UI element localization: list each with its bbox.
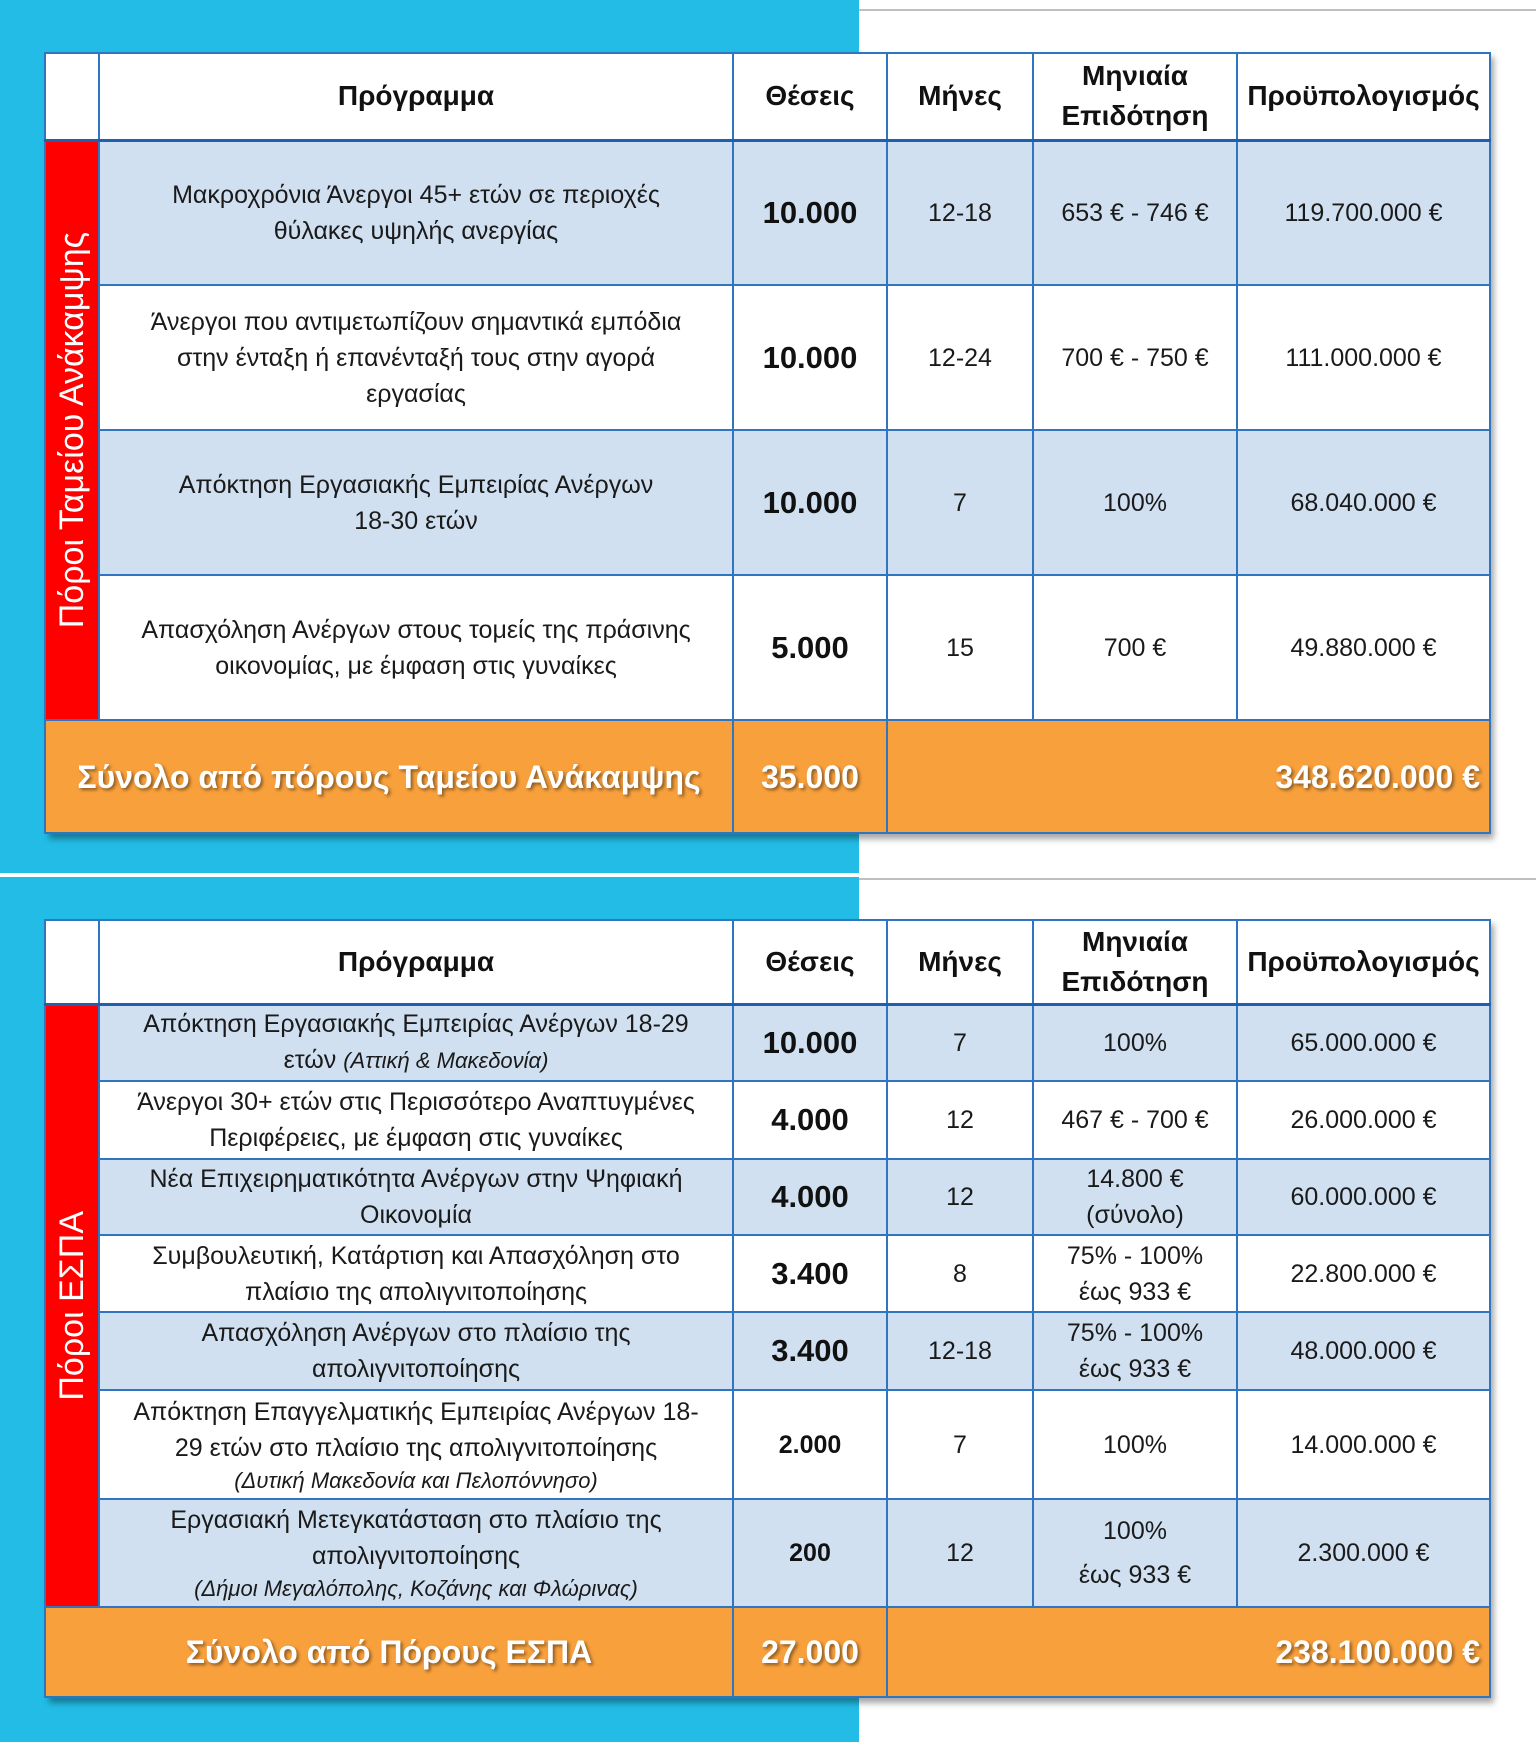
months-cell: 8 xyxy=(887,1235,1033,1312)
divider-line xyxy=(859,9,1536,11)
program-name: Απόκτηση Επαγγελματικής Εμπειρίας Ανέργων 18- 29 ετών στο πλαίσιο της απολιγνιτοποίησης xyxy=(133,1397,699,1462)
table-row xyxy=(45,1235,1490,1312)
positions-cell: 3.400 xyxy=(733,1312,887,1390)
total-positions: 27.000 xyxy=(733,1607,887,1697)
program-note: (Δυτική Μακεδονία και Πελοπόννησο) xyxy=(234,1467,598,1493)
program-cell xyxy=(99,1159,733,1235)
subsidy-cell: 700 € - 750 € xyxy=(1033,285,1237,430)
table-row xyxy=(45,1004,1490,1081)
positions-cell: 4.000 xyxy=(733,1081,887,1159)
header-budget: Προϋπολογισμός xyxy=(1237,53,1490,140)
budget-cell: 111.000.000 € xyxy=(1237,285,1490,430)
header-positions: Θέσεις xyxy=(733,53,887,140)
positions-cell: 10.000 xyxy=(733,285,887,430)
header-row xyxy=(45,53,1490,140)
positions-cell: 10.000 xyxy=(733,430,887,575)
subsidy-cell: 14.800 € (σύνολο) xyxy=(1033,1159,1237,1235)
program-cell xyxy=(99,575,733,720)
recovery-fund-table-frame xyxy=(44,52,1489,834)
corner-cell xyxy=(45,920,99,1004)
budget-cell: 68.040.000 € xyxy=(1237,430,1490,575)
positions-cell: 10.000 xyxy=(733,1004,887,1081)
program-cell xyxy=(99,1499,733,1607)
header-budget: Προϋπολογισμός xyxy=(1237,920,1490,1004)
positions-cell: 2.000 xyxy=(733,1390,887,1499)
subsidy-cell: 700 € xyxy=(1033,575,1237,720)
table-row xyxy=(45,1499,1490,1607)
months-cell: 7 xyxy=(887,1390,1033,1499)
subsidy-cell: 653 € - 746 € xyxy=(1033,140,1237,285)
total-label: Σύνολο από Πόρους ΕΣΠΑ xyxy=(45,1607,733,1697)
subsidy-cell: 75% - 100% έως 933 € xyxy=(1033,1235,1237,1312)
total-row xyxy=(45,1607,1490,1697)
side-label-cell xyxy=(45,140,99,720)
header-program: Πρόγραμμα xyxy=(99,920,733,1004)
months-cell: 12 xyxy=(887,1499,1033,1607)
budget-cell: 60.000.000 € xyxy=(1237,1159,1490,1235)
program-name: Νέα Επιχειρηματικότητα Ανέργων στην Ψηφιακή Οικονομία xyxy=(149,1165,683,1229)
months-cell: 7 xyxy=(887,430,1033,575)
header-months: Μήνες xyxy=(887,920,1033,1004)
positions-cell: 3.400 xyxy=(733,1235,887,1312)
positions-cell: 200 xyxy=(733,1499,887,1607)
program-name: Απόκτηση Εργασιακής Εμπειρίας Ανέργων 18-29 ετών xyxy=(143,1010,689,1075)
side-label: Πόροι Ταμείου Ανάκαμψης xyxy=(53,232,91,629)
program-name: Εργασιακή Μετεγκατάσταση στο πλαίσιο της απολιγνιτοποίησης xyxy=(170,1506,662,1570)
program-cell xyxy=(99,1081,733,1159)
side-label-cell xyxy=(45,1004,99,1607)
corner-cell xyxy=(45,53,99,140)
header-program: Πρόγραμμα xyxy=(99,53,733,140)
table-row xyxy=(45,575,1490,720)
header-positions: Θέσεις xyxy=(733,920,887,1004)
months-cell: 12-18 xyxy=(887,140,1033,285)
program-cell xyxy=(99,430,733,575)
espa-section xyxy=(0,877,1536,1742)
program-name: Μακροχρόνια Άνεργοι 45+ ετών σε περιοχές θύλακες υψηλής ανεργίας xyxy=(172,180,660,245)
subsidy-cell: 75% - 100% έως 933 € xyxy=(1033,1312,1237,1390)
program-note: (Δήμοι Μεγαλόπολης, Κοζάνης και Φλώρινας) xyxy=(194,1576,638,1601)
months-cell: 7 xyxy=(887,1004,1033,1081)
months-cell: 12-18 xyxy=(887,1312,1033,1390)
budget-cell: 14.000.000 € xyxy=(1237,1390,1490,1499)
table-row xyxy=(45,1081,1490,1159)
months-cell: 12 xyxy=(887,1081,1033,1159)
subsidy-cell: 100% xyxy=(1033,1390,1237,1499)
months-cell: 12-24 xyxy=(887,285,1033,430)
total-row xyxy=(45,720,1490,833)
budget-cell: 49.880.000 € xyxy=(1237,575,1490,720)
program-name: Απασχόληση Ανέργων στους τομείς της πράσινης οικονομίας, με έμφαση στις γυναίκες xyxy=(141,615,691,680)
espa-table xyxy=(44,919,1491,1698)
subsidy-cell: 467 € - 700 € xyxy=(1033,1081,1237,1159)
positions-cell: 4.000 xyxy=(733,1159,887,1235)
header-monthly-subsidy: Μηνιαία Επιδότηση xyxy=(1033,920,1237,1004)
program-name: Άνεργοι που αντιμετωπίζουν σημαντικά εμπόδια στην ένταξη ή επανένταξή τους στην αγορά εργασίας xyxy=(150,307,682,408)
table-row xyxy=(45,1390,1490,1499)
program-note: (Αττική & Μακεδονία) xyxy=(343,1048,549,1074)
header-months: Μήνες xyxy=(887,53,1033,140)
table-row xyxy=(45,140,1490,285)
espa-table-frame xyxy=(44,919,1489,1698)
positions-cell: 10.000 xyxy=(733,140,887,285)
program-name: Απόκτηση Εργασιακής Εμπειρίας Ανέργων 18-30 ετών xyxy=(178,470,654,535)
positions-cell: 5.000 xyxy=(733,575,887,720)
total-label: Σύνολο από πόρους Ταμείου Ανάκαμψης xyxy=(45,720,733,833)
total-budget: 348.620.000 € xyxy=(887,720,1490,833)
subsidy-cell: 100% xyxy=(1033,1004,1237,1081)
total-positions: 35.000 xyxy=(733,720,887,833)
recovery-fund-table xyxy=(44,52,1491,834)
program-cell xyxy=(99,285,733,430)
program-cell xyxy=(99,1235,733,1312)
budget-cell: 26.000.000 € xyxy=(1237,1081,1490,1159)
header-monthly-subsidy: Μηνιαία Επιδότηση xyxy=(1033,53,1237,140)
table-row xyxy=(45,430,1490,575)
header-row xyxy=(45,920,1490,1004)
budget-cell: 119.700.000 € xyxy=(1237,140,1490,285)
budget-cell: 22.800.000 € xyxy=(1237,1235,1490,1312)
program-name: Άνεργοι 30+ ετών στις Περισσότερο Αναπτυγμένες Περιφέρειες, με έμφαση στις γυναίκες xyxy=(137,1088,695,1152)
side-label: Πόροι ΕΣΠΑ xyxy=(53,1210,91,1401)
program-cell xyxy=(99,140,733,285)
subsidy-cell: 100% xyxy=(1033,430,1237,575)
budget-cell: 65.000.000 € xyxy=(1237,1004,1490,1081)
months-cell: 12 xyxy=(887,1159,1033,1235)
divider-line xyxy=(859,878,1536,880)
program-cell xyxy=(99,1312,733,1390)
total-budget: 238.100.000 € xyxy=(887,1607,1490,1697)
program-name: Απασχόληση Ανέργων στο πλαίσιο της απολιγνιτοποίησης xyxy=(201,1319,631,1383)
budget-cell: 48.000.000 € xyxy=(1237,1312,1490,1390)
budget-cell: 2.300.000 € xyxy=(1237,1499,1490,1607)
table-row xyxy=(45,1312,1490,1390)
table-row xyxy=(45,1159,1490,1235)
program-name: Συμβουλευτική, Κατάρτιση και Απασχόληση στο πλαίσιο της απολιγνιτοποίησης xyxy=(152,1241,680,1306)
program-cell xyxy=(99,1004,733,1081)
program-cell xyxy=(99,1390,733,1499)
subsidy-cell: 100% έως 933 € xyxy=(1033,1499,1237,1607)
table-row xyxy=(45,285,1490,430)
months-cell: 15 xyxy=(887,575,1033,720)
